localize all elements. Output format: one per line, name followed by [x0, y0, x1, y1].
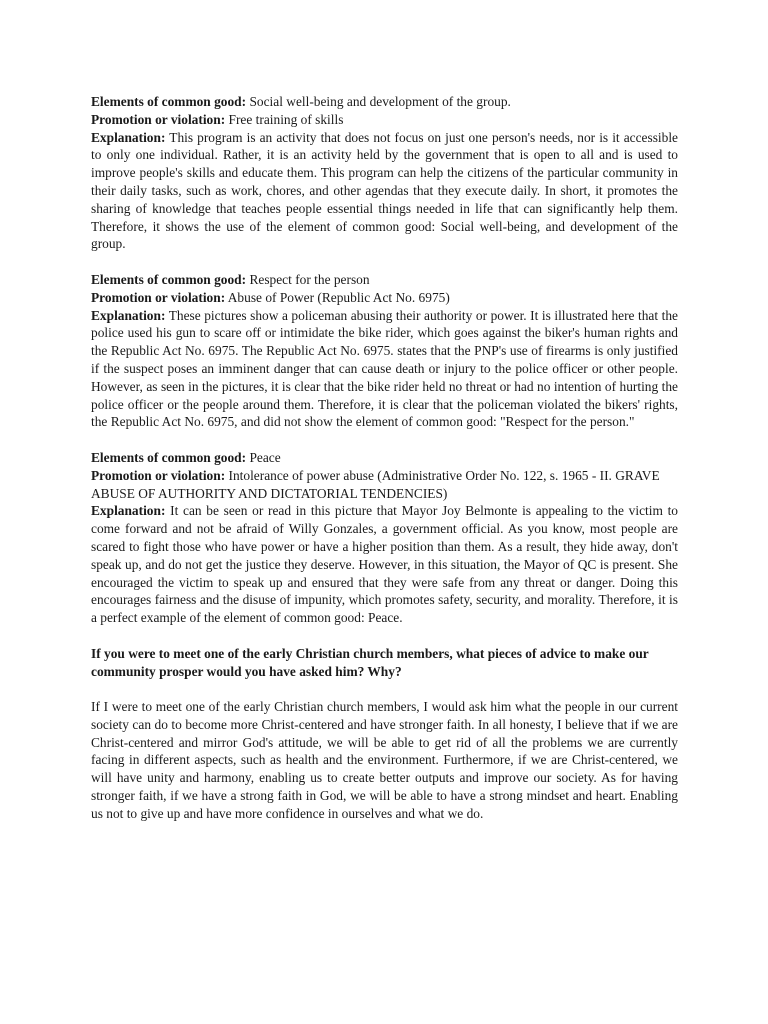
elements-value: Respect for the person — [249, 271, 370, 287]
section-peace — [91, 449, 678, 627]
elements-line — [91, 449, 678, 467]
promotion-line — [91, 467, 678, 503]
elements-label: Elements of common good: — [91, 449, 247, 465]
section-respect-person — [91, 271, 678, 431]
promotion-label: Promotion or violation: — [91, 467, 226, 483]
promotion-value: Free training of skills — [228, 111, 344, 127]
question-heading: If you were to meet one of the early Christian church members, what pieces of advice to make our community prosper would you have asked him? Why? — [91, 645, 649, 679]
explanation-paragraph — [91, 307, 678, 432]
promotion-label: Promotion or violation: — [91, 111, 226, 127]
answer-paragraph: If I were to meet one of the early Christian church members, I would ask him what the people in our current society can do to become more Christ-centered and have stronger faith. In all honesty, I believe that if we are Christ-centered and mirror God's attitude, we will be able to get rid of all the problems we are currently facing in different aspects, such as health and the environment. Furthermore, if we are Christ-centered, we will have unity and harmony, enabling us to create better outputs and improve our society. As for having stronger faith, if we have a strong faith in God, we will be able to have a strong mindset and heart. Enabling us not to give up and have more confidence in ourselves and what we do. — [91, 699, 678, 821]
explanation-paragraph — [91, 129, 678, 254]
section-social-wellbeing — [91, 93, 678, 253]
elements-line — [91, 93, 678, 111]
promotion-label: Promotion or violation: — [91, 289, 226, 305]
promotion-line — [91, 111, 678, 129]
explanation-label: Explanation: — [91, 307, 166, 323]
promotion-value: Intolerance of power abuse (Administrative Order No. 122, s. 1965 - II. GRAVE ABUSE OF AUTHORITY AND DICTATORIAL TENDENCIES) — [91, 467, 660, 501]
explanation-text: These pictures show a policeman abusing their authority or power. It is illustrated here that the police used his gun to scare off or intimidate the bike rider, which goes against the biker's human rights and the Republic Act No. 6975. The Republic Act No. 6975. states that the PNP's use of firearms is only justified if the suspect poses an imminent danger that can cause death or injury to the police officer or other people. However, as seen in the pictures, it is clear that the bike rider held no threat or had no intention of hurting the police officer or the people around them. Therefore, it is clear that the policeman violated the bikers' rights, the Republic Act No. 6975, and did not show the element of common good: "Respect for the person." — [91, 307, 678, 430]
elements-label: Elements of common good: — [91, 94, 247, 109]
elements-label: Elements of common good: — [91, 271, 247, 287]
explanation-text: This program is an activity that does not focus on just one person's needs, nor is it accessible to only one individual. Rather, it is an activity held by the government that is open to all and is used to improve people's skills and educate them. This program can help the citizens of the particular community in their daily tasks, such as work, chores, and other agendas that they execute daily. In short, it promotes the sharing of knowledge that teaches people essential things needed in life that can significantly help them. Therefore, it shows the use of the element of common good: Social well-being, and development of the group. — [91, 129, 678, 252]
promotion-value: Abuse of Power (Republic Act No. 6975) — [227, 289, 450, 305]
promotion-line — [91, 289, 678, 307]
explanation-paragraph — [91, 502, 678, 627]
explanation-label: Explanation: — [91, 129, 166, 145]
elements-value: Social well-being and development of the group. — [249, 94, 511, 109]
elements-line — [91, 271, 678, 289]
explanation-text: It can be seen or read in this picture that Mayor Joy Belmonte is appealing to the victim to come forward and not be afraid of Willy Gonzales, a government official. As you know, most people are scared to fight those who have power or have a higher position than them. As a result, they hide away, don't speak up, and do not get the justice they deserve. However, in this situation, the Mayor of QC is present. She encouraged the victim to speak up and ensured that they were safe from any threat or danger. Doing this encourages fairness and the disuse of impunity, which promotes safety, security, and morality. Therefore, it is a perfect example of the element of common good: Peace. — [91, 503, 678, 626]
document-page — [91, 93, 678, 823]
explanation-label: Explanation: — [91, 503, 166, 519]
elements-value: Peace — [249, 449, 281, 465]
